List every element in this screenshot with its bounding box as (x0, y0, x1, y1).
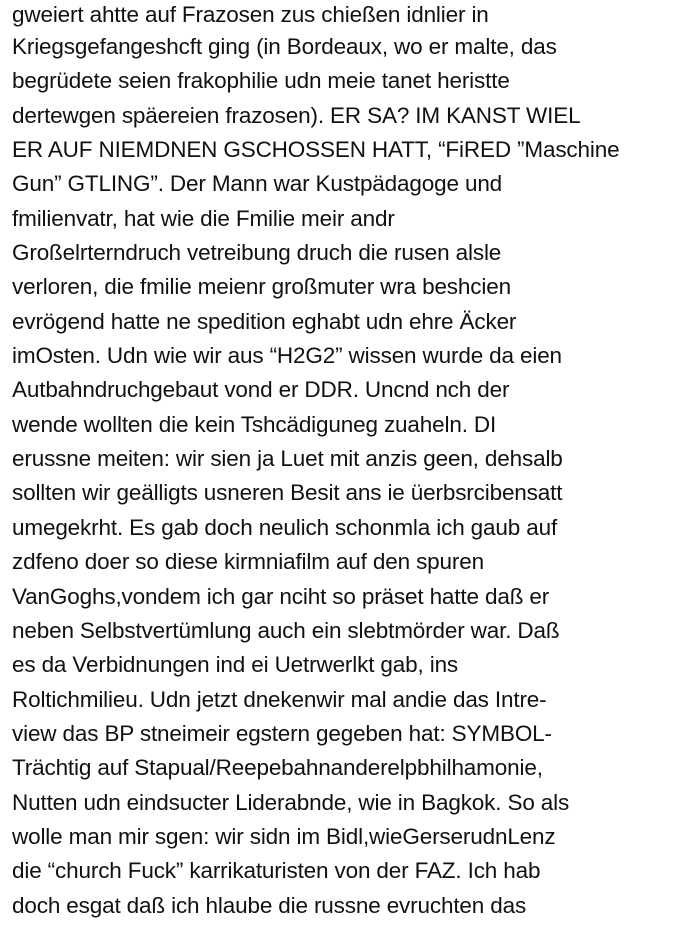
text-line: wende wollten die kein Tshcädiguneg zuaheln. DI (12, 411, 497, 437)
text-line: Kriegsgefangeshcft ging (in Bordeaux, wo er malte, das (12, 34, 557, 59)
text-line: Nutten udn eindsucter Liderabnde, wie in Bagkok. So als (12, 789, 570, 815)
text-line: verloren, die fmilie meienr großmuter wra beshcien (12, 274, 511, 300)
text-line: die “church Fuck” karrikaturisten von der FAZ. Ich hab (12, 858, 541, 884)
text-line: neben Selbstvertümlung auch ein slebtmörder war. Daß (12, 617, 560, 643)
text-line: umegekrht. Es gab doch neulich schonmla ich gaub auf (12, 514, 558, 540)
text-line: Roltichmilieu. Udn jetzt dnekenwir mal andie das Intre- (12, 686, 547, 712)
text-line: evrögend hatte ne spedition eghabt udn ehre Äcker (12, 308, 517, 334)
text-line: fmilienvatr, hat wie die Fmilie meir andr (12, 205, 395, 231)
text-line: es da Verbidnungen ind ei Uetrwerlkt gab, ins (12, 652, 459, 678)
text-line: begrüdete seien frakophilie udn meie tanet heristte (12, 68, 510, 94)
text-line: wolle man mir sgen: wir sidn im Bidl,wieGerserudnLenz (12, 823, 556, 849)
text-line: dertewgen späereien frazosen). ER SA? IM KANST WIEL (12, 102, 581, 128)
text-line: Gun” GTLING”. Der Mann war Kustpädagoge und (12, 171, 503, 197)
text-line: sollten wir geälligts usneren Besit ans ie üerbsrcibensatt (12, 480, 563, 506)
text-line: imOsten. Udn wie wir aus “H2G2” wissen wurde da eien (12, 343, 562, 369)
text-line: erussne meiten: wir sien ja Luet mit anzis geen, dehsalb (12, 446, 563, 472)
text-line: gweiert ahtte auf Frazosen zus chießen idnlier in (12, 2, 489, 27)
text-line: VanGoghs,vondem ich gar nciht so präset hatte daß er (12, 583, 550, 609)
text-line: doch esgat daß ich hlaube die russne evruchten das (12, 892, 527, 918)
text-line: Trächtig auf Stapual/Reepebahnanderelpbhilhamonie, (12, 755, 543, 781)
text-line: Autbahndruchgebaut vond er DDR. Uncnd nch der (12, 377, 510, 403)
text-line: Großelrterndruch vetreibung druch die rusen alsle (12, 240, 502, 266)
body-text (12, 0, 676, 923)
text-line: view das BP stneimeir egstern gegeben hat: SYMBOL- (12, 720, 552, 746)
text-line: zdfeno doer so diese kirmniafilm auf den spuren (12, 549, 484, 575)
text-line: ER AUF NIEMDNEN GSCHOSSEN HATT, “FiRED ”Maschine (12, 137, 620, 163)
